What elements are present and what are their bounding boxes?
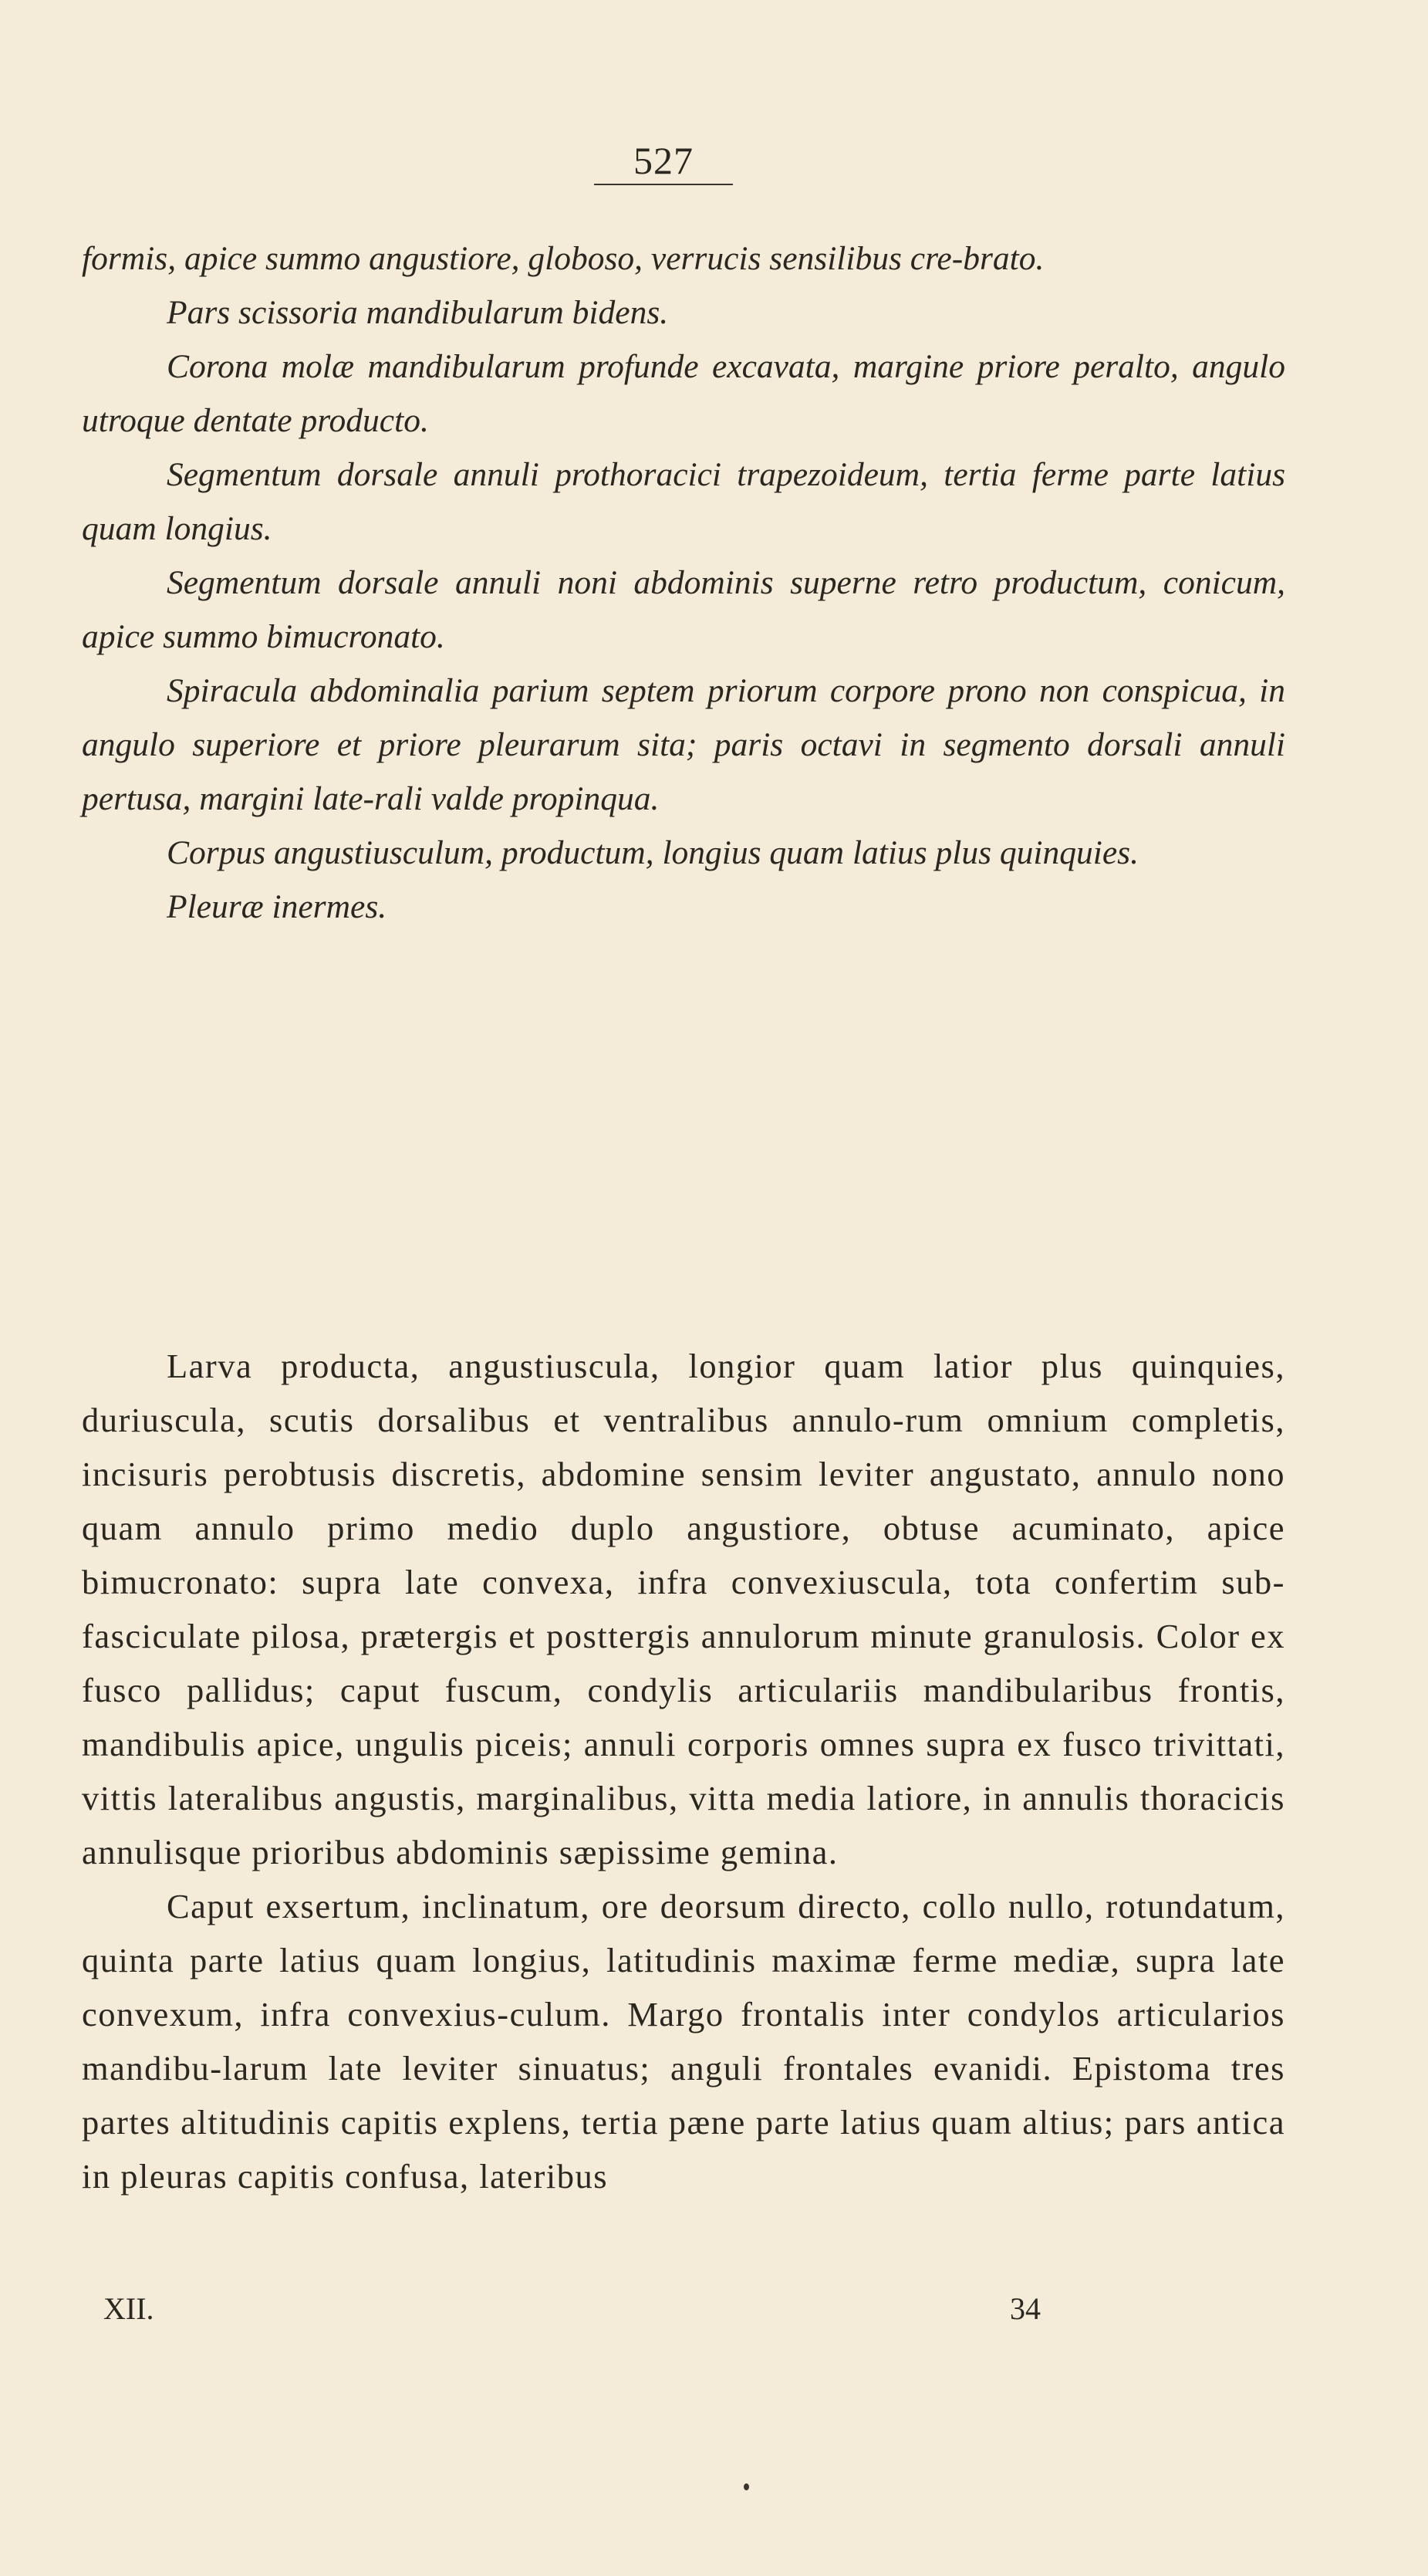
italic-paragraph-8: Pleuræ inermes. <box>167 888 387 925</box>
italic-paragraph-7: Corpus angustiusculum, productum, longius quam latius plus quinquies. <box>167 834 1139 871</box>
italic-paragraph-4: Segmentum dorsale annuli prothoracici trapezoideum, tertia ferme parte latius quam longius. <box>82 456 1285 547</box>
sheet-number: 34 <box>1010 2291 1041 2326</box>
italic-paragraph-6: Spiracula abdominalia parium septem priorum corpore prono non conspicua, in angulo superiore et priore pleurarum sita; paris octavi in segmento dorsali annuli pertusa, margini late-rali valde propinqua. <box>82 672 1285 817</box>
italic-diagnosis-text <box>82 232 1285 934</box>
roman-paragraph-2: Caput exsertum, inclinatum, ore deorsum directo, collo nullo, rotundatum, quinta parte latius quam longius, latitudinis maximæ ferme mediæ, supra late convexum, infra convexius-culum. Margo frontalis inter condylos articularios mandibu-larum late leviter sinuatus; anguli frontales evanidi. Epistoma tres partes altitudinis capitis explens, tertia pæne parte latius quam altius; pars antica in pleuras capitis confusa, lateribus <box>82 1887 1285 2196</box>
italic-paragraph-5: Segmentum dorsale annuli noni abdominis superne retro productum, conicum, apice summo bimucronato. <box>82 564 1285 655</box>
italic-paragraph-3: Corona molæ mandibularum profunde excavata, margine priore peralto, angulo utroque dentate producto. <box>82 348 1285 439</box>
larva-description-text <box>82 1339 1285 2203</box>
roman-paragraph-1: Larva producta, angustiuscula, longior quam latior plus quinquies, duriuscula, scutis dorsalibus et ventralibus annulo-rum omnium completis, incisuris perobtusis discretis, abdomine sensim leviter angustato, annulo nono quam annulo primo medio duplo angustiore, obtuse acuminato, apice bimucronato: supra late convexa, infra convexiuscula, tota confertim sub-fasciculate pilosa, prætergis et posttergis annulorum minute granulosis. Color ex fusco pallidus; caput fuscum, condylis articulariis mandibularibus frontis, mandibulis apice, ungulis piceis; annuli corporis omnes supra ex fusco trivittati, vittis lateralibus angustis, marginalibus, vitta media latiore, in annulis thoracicis annulisque prioribus abdominis sæpissime gemina. <box>82 1347 1285 1871</box>
page-number: 527 <box>594 137 733 185</box>
italic-paragraph-2: Pars scissoria mandibularum bidens. <box>167 294 669 331</box>
page-footer <box>103 2290 1041 2327</box>
ink-dot <box>744 2483 749 2490</box>
italic-paragraph-1: formis, apice summo angustiore, globoso, verrucis sensilibus cre-brato. <box>82 240 1045 277</box>
signature-mark: XII. <box>103 2291 154 2326</box>
